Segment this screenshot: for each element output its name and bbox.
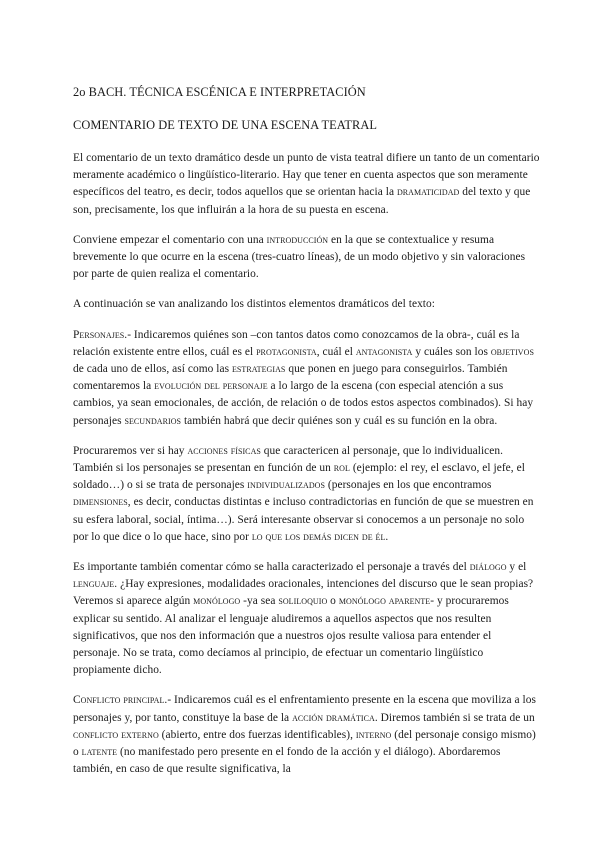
keyword: individualizados (247, 479, 325, 492)
text: , es decir, conductas distintas e incluso contradictorias en función de que se muestren en su esfera laboral, social, íntima…). Será interesante observar si conocemos a un personaje no solo por lo que dice o lo que hace, sino por (73, 496, 534, 543)
document-title: COMENTARIO DE TEXTO DE UNA ESCENA TEATRAL (73, 118, 377, 132)
text: (ejemplo: el rey, el esclavo, el jefe, el soldado…) o si se trata de personajes (73, 462, 525, 492)
text: del texto y que son, precisamente, los que influirán a la hora de su puesta en escena. (73, 186, 531, 216)
section-lede: Personajes (73, 328, 125, 341)
text: también habrá que decir quiénes son y cuál es su función en la obra. (181, 414, 498, 427)
paragraph-intro (73, 150, 540, 219)
text: . ¿Hay expresiones, modalidades oracionales, intenciones del discurso que le sean propias? Veremos si aparece algún (73, 578, 534, 608)
text: Es importante también comentar cómo se halla caracterizado el personaje a través del (73, 561, 470, 574)
course-heading: 2o BACH. TÉCNICA ESCÉNICA E INTERPRETACIÓN (73, 85, 366, 99)
text: y el (506, 561, 527, 574)
text: que ponen en juego para conseguirlos. También comentaremos la (73, 363, 508, 393)
paragraph-personajes (73, 327, 540, 430)
text: - y procuraremos explicar su sentido. Al analizar el lenguaje aludiremos a aquellos aspectos que nos resulten significativos, que nos den información que a nuestros ojos resulte valiosa para entender el personaje. No se trata, como decíamos al principio, de efectuar un comentario lingüístico propiamente dicho. (73, 595, 509, 677)
text: a lo largo de la escena (con especial atención a sus cambios, ya sean emocionales, de acción, de relación o de todos estos aspectos combinados). Si hay personajes (73, 380, 534, 427)
text: de cada uno de ellos, así como las (73, 363, 232, 376)
text: (no manifestado pero presente en el fondo de la acción y el diálogo). Abordaremos también, en caso de que resulte significativa, la (73, 746, 501, 776)
keyword: acciones físicas (187, 444, 261, 457)
text: , cuál el (316, 345, 356, 358)
text: que caractericen al personaje, que lo individualicen. También si los personajes se presentan en función de un (73, 444, 504, 475)
text: . (385, 530, 389, 543)
text: . Diremos también si se trata de un (374, 711, 535, 724)
text: y cuáles son los (412, 345, 491, 358)
keyword: monólogo aparente (338, 595, 431, 608)
keyword: secundarios (124, 414, 182, 427)
keyword: antagonista (355, 345, 413, 358)
text: o (327, 595, 339, 608)
section-lede: Conflicto principal (73, 694, 165, 707)
text: Procuraremos ver si hay (73, 444, 188, 457)
keyword: soliloquio (278, 595, 328, 608)
paragraph-conflicto (73, 692, 540, 778)
keyword: dimensiones (73, 496, 128, 509)
keyword: acción dramática (292, 711, 375, 724)
keyword: latente (81, 746, 118, 759)
keyword: conflicto externo (73, 728, 159, 741)
paragraph-introduccion (73, 232, 540, 284)
text: .- Indicaremos cuál es el enfrentamiento presente en la escena que moviliza a los personajes y, por tanto, constituye la base de la (73, 694, 536, 724)
keyword: objetivos (490, 345, 534, 358)
keyword: protagonista (256, 345, 317, 358)
text: (abierto, entre dos fuerzas identificables), (158, 728, 356, 741)
text: Conviene empezar el comentario con una (73, 233, 267, 246)
keyword: evolución del personaje (154, 380, 268, 393)
keyword: introducción (266, 233, 329, 246)
paragraph-dialogo (73, 559, 540, 679)
keyword: interno (355, 728, 392, 741)
keyword: lo que los demás dicen de él (251, 530, 386, 543)
text: .- Indicaremos quiénes son –con tantos datos como conozcamos de la obra-, cuál es la relación existente entre ellos, cuál es el (73, 328, 520, 358)
text: A continuación se van analizando los distintos elementos dramáticos del texto: (73, 298, 435, 311)
text: El comentario de un texto dramático desde un punto de vista teatral difiere un tanto de un comentario meramente académico o lingüístico-literario. Hay que tener en cuenta aspectos que son meramente específicos del teatro, es decir, todos aquellos que se orientan hacia la (73, 152, 540, 199)
keyword: monólogo (193, 595, 241, 608)
paragraph-acciones (73, 443, 540, 546)
text: -ya sea (240, 595, 279, 608)
keyword: lenguaje (73, 578, 115, 591)
text: (del personaje consigo mismo) o (73, 728, 536, 759)
text: en la que se contextualice y resuma brevemente lo que ocurre en la escena (tres-cuatro líneas), de un modo objetivo y sin valoraciones por parte de quien realiza el comentario. (73, 233, 526, 281)
text: (personajes en los que encontramos (324, 479, 492, 492)
keyword: dramaticidad (396, 186, 460, 199)
paragraph-continuacion (73, 296, 540, 313)
keyword: estrategias (231, 363, 286, 376)
keyword: rol (333, 462, 350, 475)
keyword: diálogo (469, 561, 507, 574)
